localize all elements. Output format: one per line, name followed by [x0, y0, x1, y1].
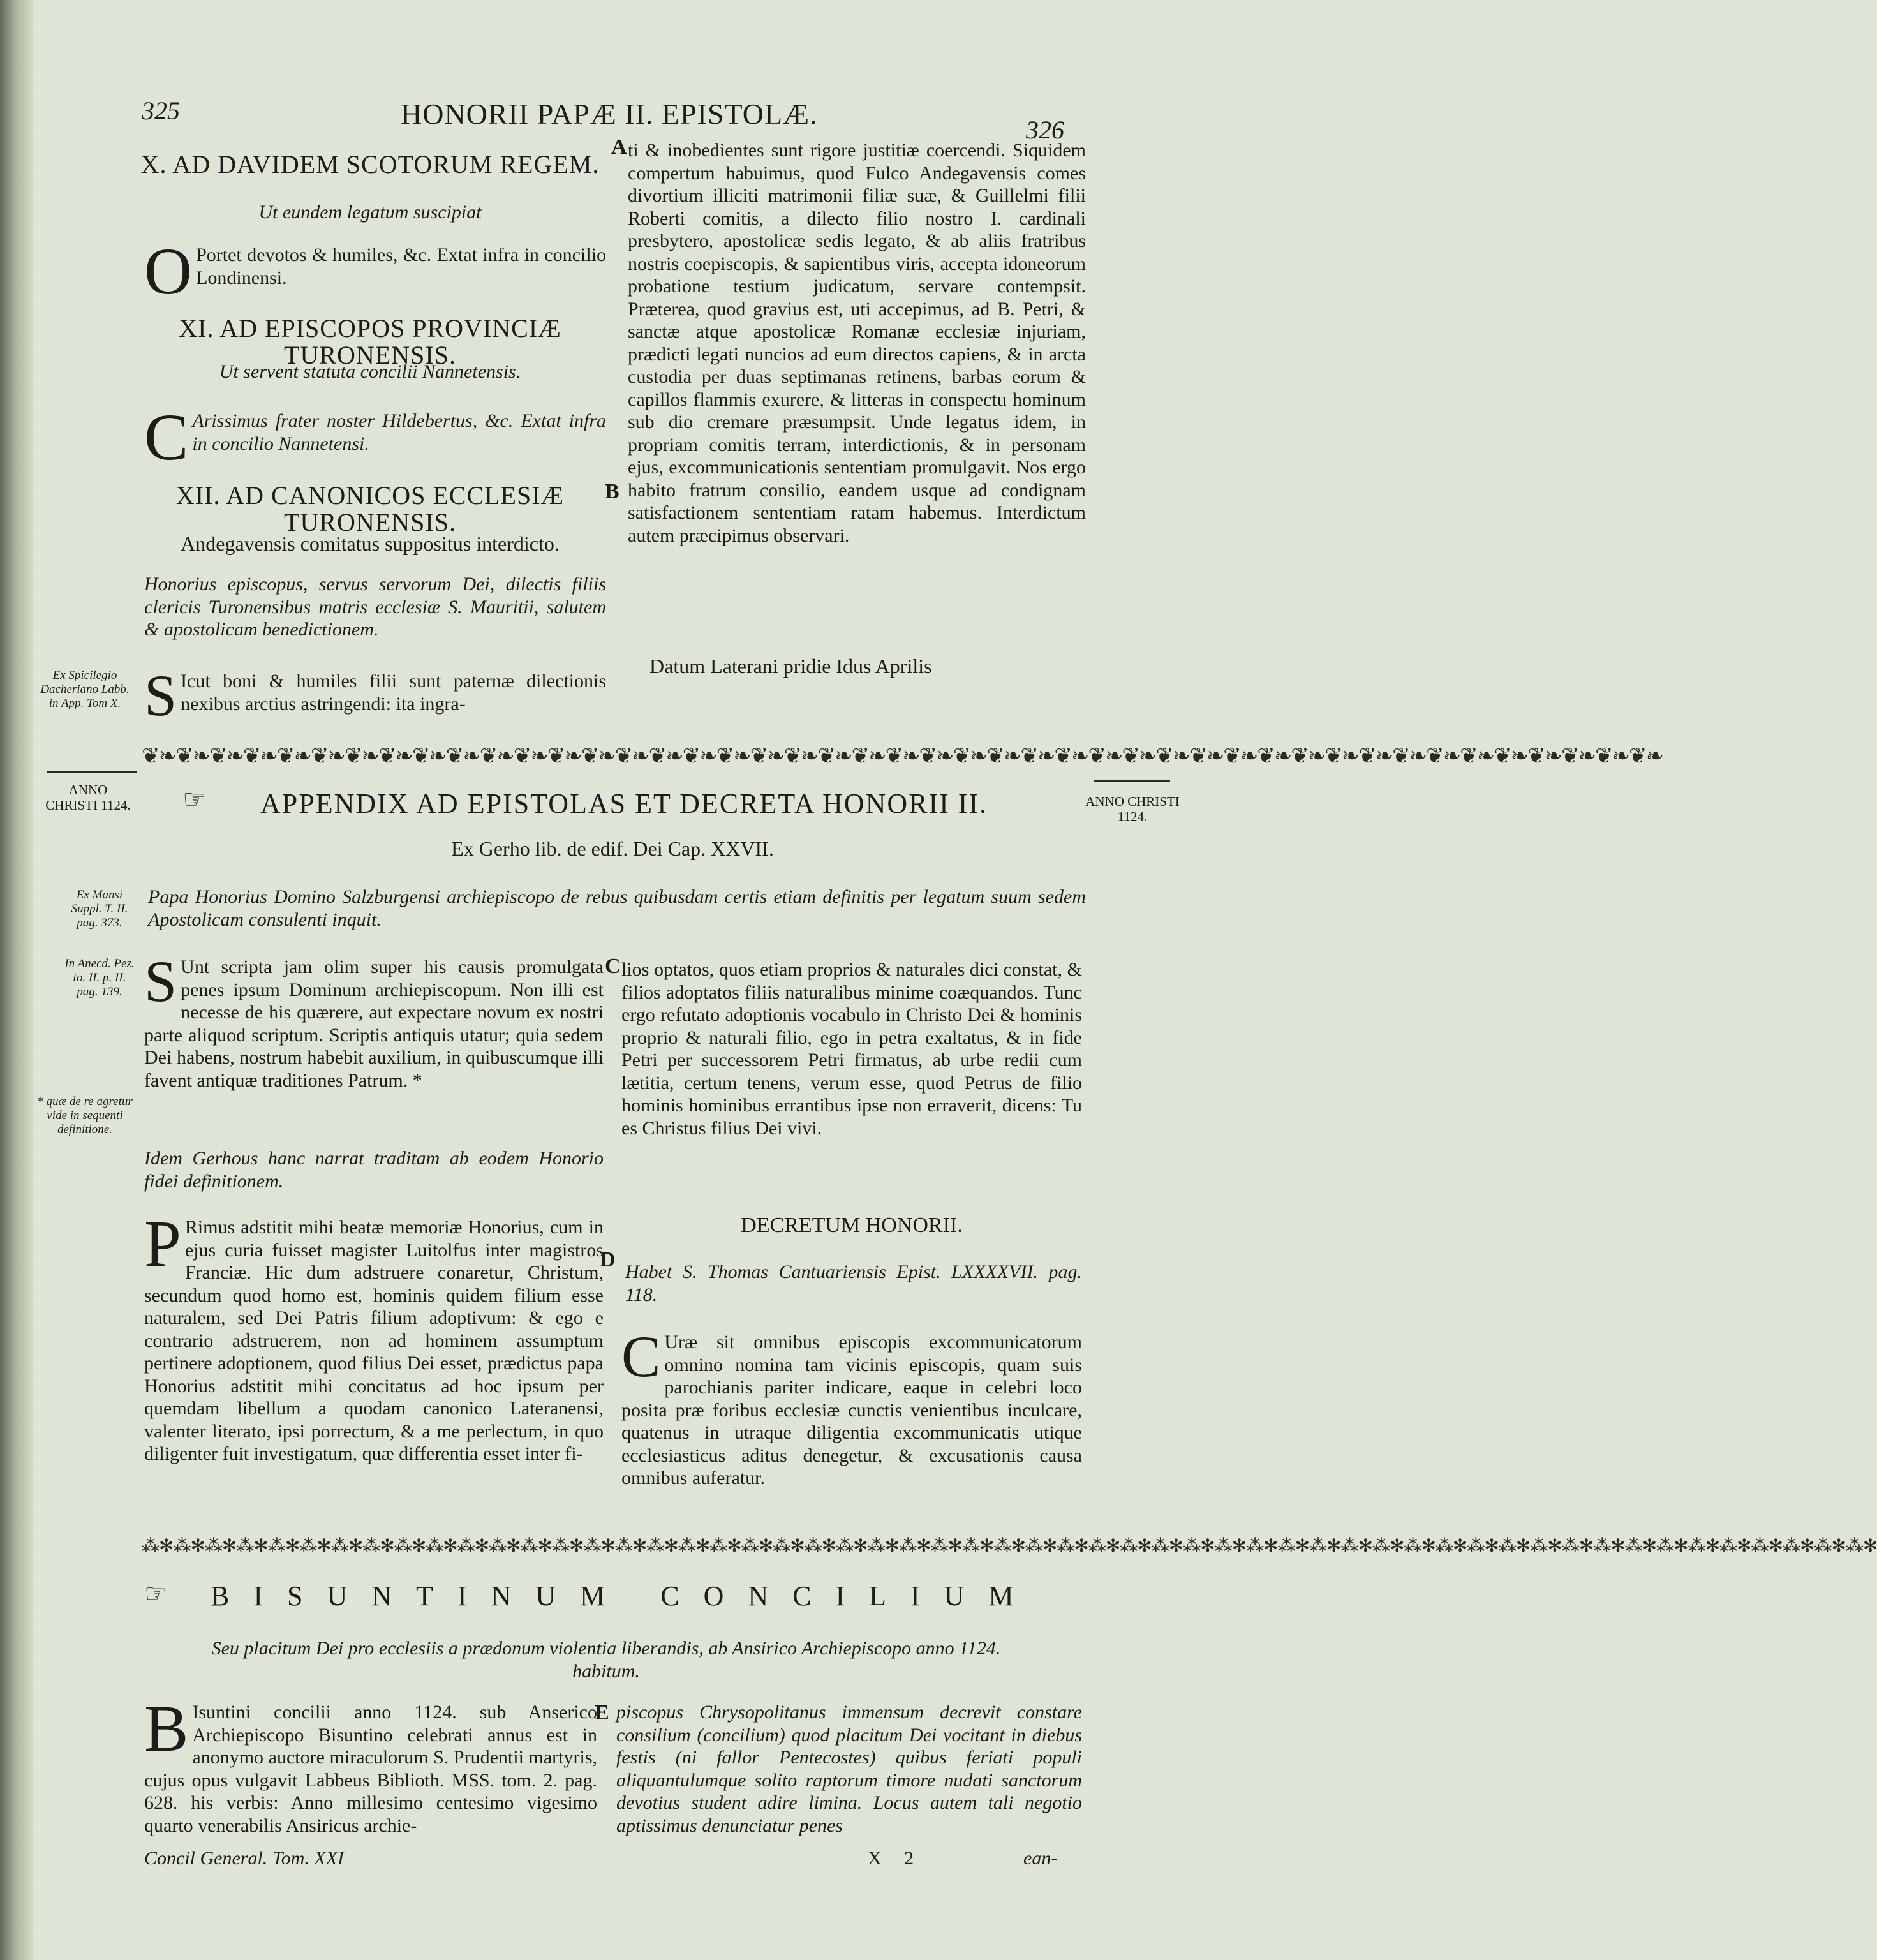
- section-marker-a: A: [611, 135, 627, 159]
- drop-cap: S: [144, 949, 177, 1014]
- letter-xi-body: [144, 401, 606, 474]
- letter-xii-text: Icut boni & humiles filii sunt paternæ dilectionis nexibus arctius astringendi: ita ingra-: [181, 671, 606, 715]
- primus-text: Rimus adstitit mihi beatæ memoriæ Honorius, cum in ejus curia fuisset magister Luitolfus inter magistros Franciæ. Hic dum adstruere conaretur, Christum, secundum quod homo est, hominis quidem filium esse naturalem, sed Dei Patris filium adoptivum: & ego e contrario adstruerem, non ad hominem assumptum pertinere adoptionem, quod filius Dei esset, prædictus papa Honorius adstitit mihi concitatus ad hoc ipsum per quemdam libellum a quodam canonico Lateranensi, valenter literato, ipsi porrectum, & a me perlectum, in quo diligenter fuit investigatum, quæ differentia esset inter fi-: [144, 1217, 604, 1464]
- letter-xii-subtitle: Andegavensis comitatus suppositus interdicto.: [181, 532, 560, 555]
- concilium-left-text: Isuntini concilii anno 1124. sub Anserico Archiepiscopo Bisuntino celebrati annus est in anonymo auctore miraculorum S. Prudentii martyris, cujus opus vulgavit Labbeus Biblioth. MSS. tom. 2. pag. 628. his verbis: Anno millesimo centesimo vigesimo quarto venerabilis Ansiricus archie-: [144, 1702, 597, 1836]
- letter-xii-address: Honorius episcopus, servus servorum Dei, dilectis filiis clericis Turonensibus matris ecclesiæ S. Mauritii, salutem & apostolicam benedictionem.: [144, 574, 606, 640]
- drop-cap: B: [144, 1692, 189, 1765]
- decretum-body: [621, 1324, 1082, 1490]
- page-number-left: 325: [142, 96, 180, 125]
- dating-clause: Datum Laterani pridie Idus Aprilis: [649, 655, 932, 678]
- year-right: ANNO CHRISTI 1124.: [1085, 794, 1180, 824]
- running-title: HONORII PAPÆ II. EPISTOLÆ.: [401, 98, 818, 130]
- letter-xii-heading: XII. AD CANONICOS ECCLESIÆ TURONENSIS.: [175, 481, 565, 537]
- letter-xi-subtitle: Ut servent statuta concilii Nannetensis.: [219, 361, 521, 382]
- letter-x-heading: X. AD DAVIDEM SCOTORUM REGEM.: [140, 150, 600, 179]
- letter-xi-text: Arissimus frater noster Hildebertus, &c. Extat infra in concilio Nannetensi.: [192, 410, 606, 454]
- rule-left: [47, 771, 137, 773]
- section-marker-e: E: [595, 1701, 609, 1725]
- concilium-title: BISUNTINUM CONCILIUM: [211, 1580, 1038, 1612]
- margin-note-mansi: Ex Mansi Suppl. T. II. pag. 373.: [71, 888, 128, 930]
- pointing-hand-icon: ☞: [182, 785, 207, 815]
- appendix-right-text: lios optatos, quos etiam proprios & naturales dici constat, & filios adoptatos filiis naturalibus minime coæquandos. Tunc ergo refutato adoptionis vocabulo in Christo Dei & hominis proprio & naturali filio, ego in petra exaltatus, & in fide Petri per successorem Petri firmatus, ab urbe redii cum lætitia, certum tenens, verum esse, quod Petrus de filio hominis hominibus errantibus ipse non erraverit, dicens: Tu es Christus filius Dei vivi.: [621, 959, 1082, 1139]
- appendix-letter-text: Unt scripta jam olim super his causis promulgata penes ipsum Dominum archiepiscopum. Non illi est necesse de his quærere, aut expectare novum ex nostri parte aliquod scriptum. Scriptis antiquis utatur; quia sedem Dei habens, nostrum habebit auxilium, in quibuscumque illi favent antiquæ traditiones Patrum. *: [144, 956, 604, 1091]
- appendix-title: APPENDIX AD EPISTOLAS ET DECRETA HONORII II.: [260, 788, 988, 819]
- drop-cap: S: [144, 663, 177, 728]
- catchword: ean-: [1023, 1848, 1058, 1869]
- decorative-band: ❦❧❦❧❦❧❦❧❦❧❦❧❦❧❦❧❦❧❦❧❦❧❦❧❦❧❦❧❦❧❦❧❦❧❦❧❦❧❦❧❦❧❦❧❦❧❦❧❦❧❦❧❦❧❦❧❦❧❦❧❦❧❦❧❦❧❦❧❦❧❦❧❦❧❦❧❦❧❦❧❦❧❦❧❦❧❦❧❦❧: [142, 745, 1663, 768]
- appendix-source: Ex Gerho lib. de edif. Dei Cap. XXVII.: [451, 837, 774, 860]
- primus-paragraph: [144, 1207, 604, 1466]
- margin-note-anecdota: In Anecd. Pez. to. II. p. II. pag. 139.: [64, 957, 135, 999]
- appendix-letter: [144, 949, 604, 1092]
- section-marker-b: B: [605, 480, 619, 503]
- page-number-right: 326: [1026, 115, 1064, 144]
- book-spine-shadow: [0, 0, 33, 1960]
- rule-right: [1094, 780, 1170, 782]
- decorative-band: ⁂✻⁂✻⁂✻⁂✻⁂✻⁂✻⁂✻⁂✻⁂✻⁂✻⁂✻⁂✻⁂✻⁂✻⁂✻⁂✻⁂✻⁂✻⁂✻⁂✻⁂✻⁂✻⁂✻⁂✻⁂✻⁂✻⁂✻⁂✻⁂✻⁂✻⁂✻⁂✻⁂✻⁂✻⁂✻⁂✻⁂✻⁂✻⁂✻⁂✻⁂✻⁂✻⁂✻⁂✻⁂✻⁂✻⁂✻⁂✻⁂✻⁂✻⁂✻⁂✻⁂✻⁂✻⁂✻: [142, 1536, 1877, 1556]
- drop-cap: C: [144, 401, 189, 474]
- concilium-left: [144, 1692, 597, 1837]
- concilium-right-text: piscopus Chrysopolitanus immensum decrevit constare consilium (concilium) quod placitum Dei vocitant in diebus festis (ni fallor Pentecostes) quibus feriati populi aliquantulumque solito raptorum timore nudati sanctorum devotius student adire limina. Locus autem tali negotio aptissimus denunciatur penes: [616, 1702, 1082, 1836]
- section-marker-c: C: [605, 954, 621, 978]
- section-marker-d: D: [600, 1248, 616, 1272]
- letter-xii-body: [144, 663, 606, 728]
- footer-collection: Concil General. Tom. XXI: [144, 1848, 345, 1869]
- appendix-intro: Papa Honorius Domino Salzburgensi archiepiscopo de rebus quibusdam certis etiam definitis per legatum suum sedem Apostolicam consulenti inquit.: [148, 886, 1086, 930]
- decretum-text: Uræ sit omnibus episcopis excommunicatorum omnino nomina tam vicinis episcopis, quam suis parochianis pariter indicare, eaque in celebri loco posita præ foribus ecclesiæ cunctis venientibus inculcare, quatenus in utraque diligentia excommunicatis utique ecclesiasticus aditus denegetur, & excusationis causa omnibus auferatur.: [621, 1332, 1082, 1489]
- letter-x-body: [144, 235, 606, 308]
- decretum-source: Habet S. Thomas Cantuariensis Epist. LXXXXVII. pag. 118.: [625, 1261, 1082, 1305]
- year-left: ANNO CHRISTI 1124.: [45, 782, 131, 813]
- margin-note-quae: * quæ de re agretur vide in sequenti definitione.: [37, 1095, 133, 1136]
- drop-cap: O: [144, 235, 193, 308]
- drop-cap: C: [621, 1324, 661, 1389]
- letter-x-subtitle: Ut eundem legatum suscipiat: [258, 202, 482, 223]
- letter-x-text: Portet devotos & humiles, &c. Extat infra in concilio Londinensi.: [196, 244, 606, 288]
- signature-mark: X 2: [868, 1848, 923, 1869]
- drop-cap: P: [144, 1207, 181, 1281]
- letter-xi-heading: XI. AD EPISCOPOS PROVINCIÆ TURONENSIS.: [179, 314, 561, 369]
- right-column-letter-text: ti & inobedientes sunt rigore justitiæ coercendi. Siquidem compertum habuimus, quod Fulco Andegavensis comes divortium illiciti matrimonii filiæ suæ, & Guillelmi filii Roberti comitis, a dilecto filio nostro I. cardinali presbytero, apostolicæ sedis legato, & ab aliis fratribus nostris coepiscopis, & sapientibus viris, accepta idoneorum probatione testium judicatum, servare contempsit. Præterea, quod gravius est, uti accepimus, ad B. Petri, & sanctæ atque apostolicæ Romanæ ecclesiæ injuriam, prædicti legati nuncios ad eum directos capiens, & in arcta custodia per duas septimanas retinens, barbas eorum & capillos flammis exurere, & litteras in conspectu hominum sub dio cremare præsumpsit. Unde legatus idem, in propriam comitis terram, interdictionis, & in personam ejus, excommunicationis sententiam promulgavit. Nos ergo habito fratrum consilio, eandem usque ad condignam satisfactionem sententiam ratam habemus. Interdictum autem præcipimus observari.: [628, 140, 1086, 546]
- pointing-hand-icon: ☞: [144, 1579, 167, 1608]
- idem-line: Idem Gerhous hanc narrat traditam ab eodem Honorio fidei definitionem.: [144, 1148, 604, 1192]
- concilium-subtitle: Seu placitum Dei pro ecclesiis a prædonum violentia liberandis, ab Ansirico Archiepiscopo anno 1124. habitum.: [211, 1638, 1001, 1682]
- decretum-title: DECRETUM HONORII.: [741, 1214, 963, 1237]
- margin-note-spicilegio: Ex Spicilegio Dacheriano Labb. in App. Tom X.: [40, 669, 130, 710]
